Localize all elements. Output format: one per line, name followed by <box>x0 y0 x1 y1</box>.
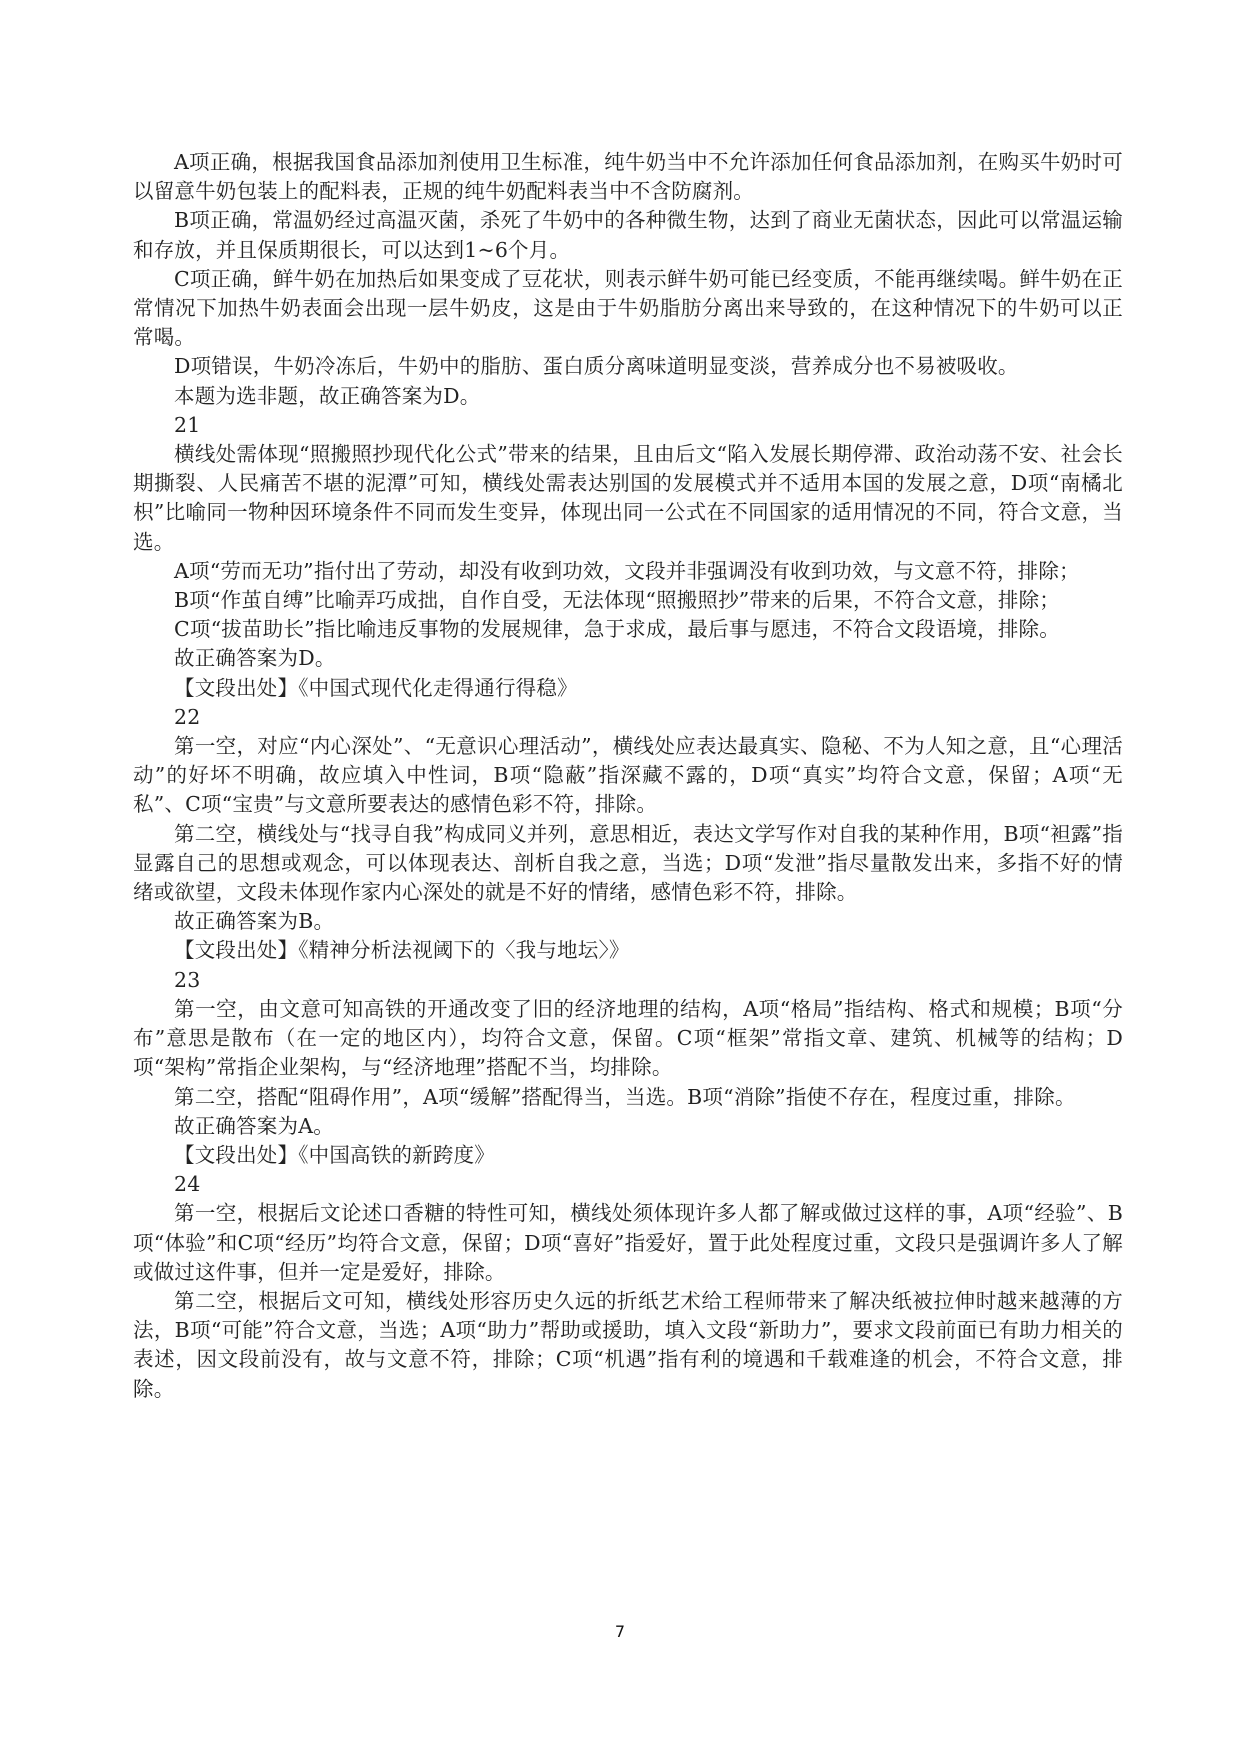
paragraph-option-d-milk: D项错误，牛奶冷冻后，牛奶中的脂肪、蛋白质分离味道明显变淡，营养成分也不易被吸收。 <box>174 354 1019 379</box>
page-number: 7 <box>614 1622 626 1641</box>
question-number-21: 21 <box>174 412 201 437</box>
paragraph-q21-option-b: B项“作茧自缚”比喻弄巧成拙，自作自受，无法体现“照搬照抄”带来的后果，不符合文意，排除； <box>174 588 1060 613</box>
paragraph-q22-blank2: 第二空，横线处与“找寻自我”构成同义并列，意思相近，表达文学写作对自我的某种作用，B项“袒露”指显露自己的思想或观念，可以体现表达、剖析自我之意，当选；D项“发泄”指尽量散发出来，多指不好的情绪或欲望，文段未体现作家内心深处的就是不好的情绪，感情色彩不符，排除。 <box>133 821 1123 905</box>
answer-q21: 故正确答案为D。 <box>174 646 336 671</box>
answer-q23: 故正确答案为A。 <box>174 1113 334 1138</box>
answer-q22: 故正确答案为B。 <box>174 909 335 934</box>
source-q23: 【文段出处】《中国高铁的新跨度》 <box>174 1142 495 1167</box>
paragraph-q21-option-c: C项“拔苗助长”指比喻违反事物的发展规律，急于求成，最后事与愿违，不符合文段语境，排除。 <box>174 617 1060 642</box>
answer-q20: 本题为选非题，故正确答案为D。 <box>174 383 481 408</box>
question-number-22: 22 <box>174 704 201 729</box>
paragraph-q21-option-a: A项“劳而无功”指付出了劳动，却没有收到功效，文段并非强调没有收到功效，与文意不符，排除； <box>174 558 1080 583</box>
source-q21: 【文段出处】《中国式现代化走得通行得稳》 <box>174 675 578 700</box>
paragraph-q21-analysis: 横线处需体现“照搬照抄现代化公式”带来的结果，且由后文“陷入发展长期停滞、政治动荡不安、社会长期撕裂、人民痛苦不堪的泥潭”可知，横线处需表达别国的发展模式并不适用本国的发展之意，D项“南橘北枳”比喻同一物种因环境条件不同而发生变异，体现出同一公式在不同国家的适用情况的不同，符合文意，当选。 <box>133 442 1123 554</box>
question-number-23: 23 <box>174 967 201 992</box>
paragraph-q22-blank1: 第一空，对应“内心深处”、“无意识心理活动”，横线处应表达最真实、隐秘、不为人知之意，且“心理活动”的好坏不明确，故应填入中性词，B项“隐蔽”指深藏不露的，D项“真实”均符合文意，保留；A项“无私”、C项“宝贵”与文意所要表达的感情色彩不符，排除。 <box>133 734 1123 817</box>
paragraph-q23-blank1: 第一空，由文意可知高铁的开通改变了旧的经济地理的结构，A项“格局”指结构、格式和规模；B项“分布”意思是散布（在一定的地区内），均符合文意，保留。C项“框架”常指文章、建筑、机械等的结构；D项“架构”常指企业架构，与“经济地理”搭配不当，均排除。 <box>133 996 1123 1080</box>
question-number-24: 24 <box>174 1172 201 1197</box>
paragraph-option-a-milk: A项正确，根据我国食品添加剂使用卫生标准，纯牛奶当中不允许添加任何食品添加剂，在购买牛奶时可以留意牛奶包装上的配料表，正规的纯牛奶配料表当中不含防腐剂。 <box>133 150 1123 204</box>
paragraph-option-c-milk: C项正确，鲜牛奶在加热后如果变成了豆花状，则表示鲜牛奶可能已经变质，不能再继续喝。鲜牛奶在正常情况下加热牛奶表面会出现一层牛奶皮，这是由于牛奶脂肪分离出来导致的，在这种情况下的牛奶可以正常喝。 <box>133 266 1123 350</box>
paragraph-q23-blank2: 第二空，搭配“阻碍作用”，A项“缓解”搭配得当，当选。B项“消除”指使不存在，程度过重，排除。 <box>174 1084 1076 1109</box>
paragraph-option-b-milk: B项正确，常温奶经过高温灭菌，杀死了牛奶中的各种微生物，达到了商业无菌状态，因此可以常温运输和存放，并且保质期很长，可以达到1~6个月。 <box>133 208 1123 262</box>
paragraph-q24-blank2: 第二空，根据后文可知，横线处形容历史久远的折纸艺术给工程师带来了解决纸被拉伸时越来越薄的方法，B项“可能”符合文意，当选；A项“助力”帮助或援助，填入文段“新助力”，要求文段前面已有助力相关的表述，因文段前没有，故与文意不符，排除；C项“机遇”指有利的境遇和千载难逢的机会，不符合文意，排除。 <box>133 1288 1123 1401</box>
document-body <box>133 148 1123 1404</box>
paragraph-q24-blank1: 第一空，根据后文论述口香糖的特性可知，横线处须体现许多人都了解或做过这样的事，A项“经验”、B项“体验”和C项“经历”均符合文意，保留；D项“喜好”指爱好，置于此处程度过重，文段只是强调许多人了解或做过这件事，但并一定是爱好，排除。 <box>133 1201 1123 1284</box>
source-q22: 【文段出处】《精神分析法视阈下的〈我与地坛〉》 <box>174 938 630 963</box>
